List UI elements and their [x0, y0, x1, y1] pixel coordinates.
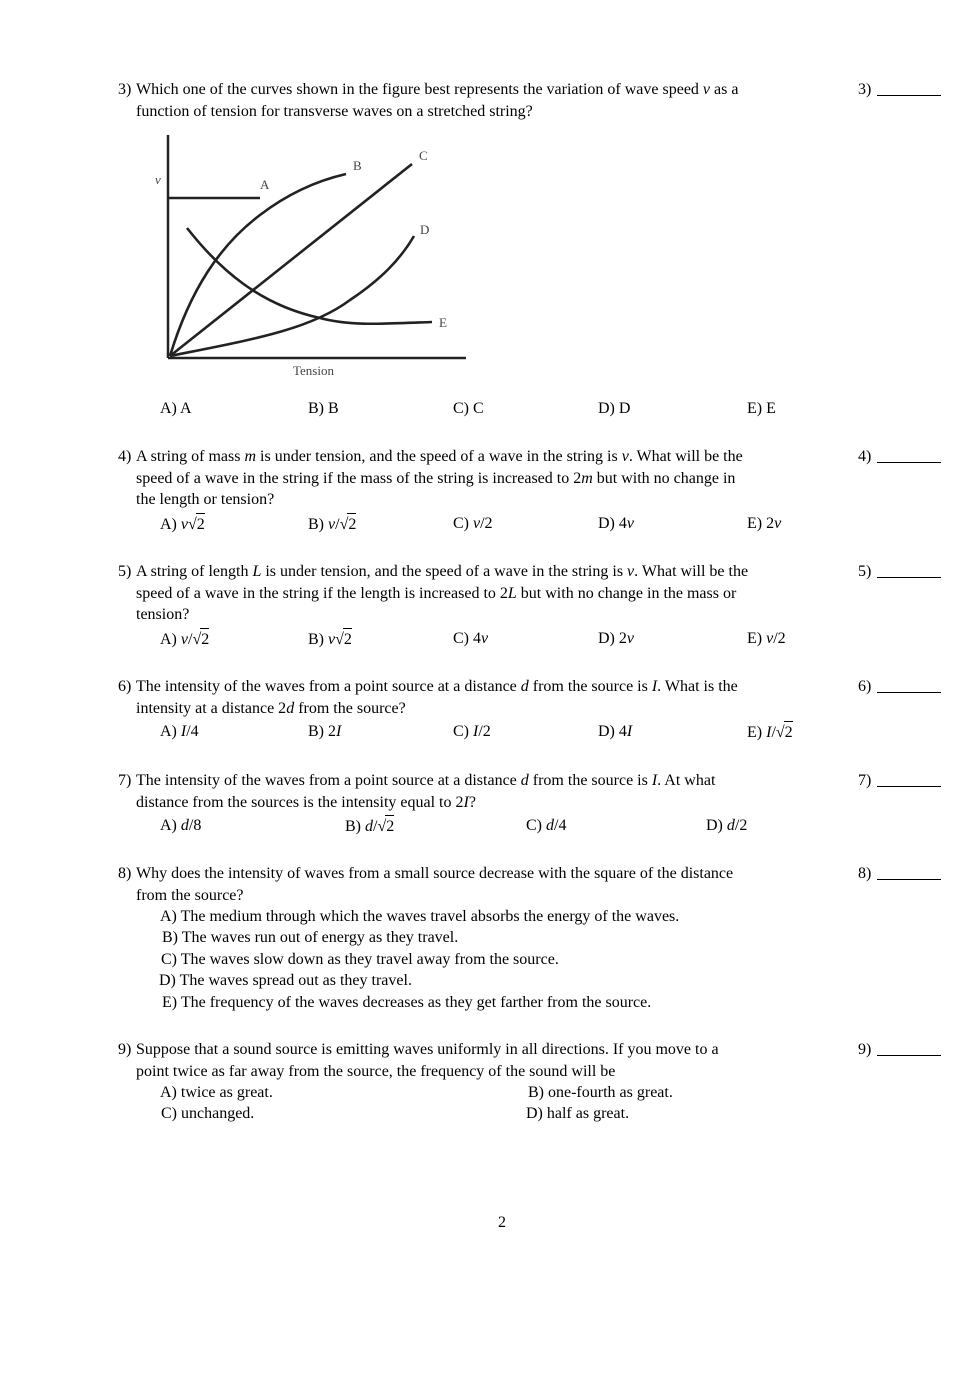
answer-blank-8[interactable]: 8) [858, 863, 941, 885]
question-5 [118, 561, 838, 626]
q5-option-a[interactable]: A) v/√2 [160, 628, 209, 651]
answer-blank-5[interactable]: 5) [858, 561, 941, 583]
question-number: 8) [118, 865, 132, 882]
q7-option-d[interactable]: D) d/2 [706, 817, 748, 834]
q9-option-d[interactable]: D) half as great. [526, 1105, 630, 1122]
question-9 [118, 1039, 838, 1082]
y-axis-label: v [155, 172, 161, 187]
question-number: 9) [118, 1041, 132, 1058]
q4-option-c[interactable]: C) v/2 [453, 515, 493, 532]
question-text: The intensity of the waves from a point source at a distance d from the source is I. What is the intensity at a distance 2d from the source? [136, 678, 738, 717]
answer-blank-9[interactable]: 9) [858, 1039, 941, 1061]
q7-option-a[interactable]: A) d/8 [160, 817, 202, 834]
q8-option-d[interactable]: D) The waves spread out as they travel. [159, 972, 412, 989]
q9-option-a[interactable]: A) twice as great. [160, 1084, 273, 1101]
question-text: Why does the intensity of waves from a small source decrease with the square of the distance from the source? [136, 865, 734, 904]
q5-option-b[interactable]: B) v√2 [308, 628, 352, 651]
q6-option-c[interactable]: C) I/2 [453, 723, 491, 740]
question-number: 4) [118, 448, 132, 465]
q7-option-b[interactable]: B) d/√2 [345, 815, 394, 838]
question-text: Suppose that a sound source is emitting waves uniformly in all directions. If you move to a point twice as far away from the source, the frequency of the sound will be [136, 1041, 719, 1080]
question-4 [118, 446, 838, 511]
q9-option-b[interactable]: B) one-fourth as great. [528, 1084, 673, 1101]
q4-option-b[interactable]: B) v/√2 [308, 513, 356, 536]
q7-option-c[interactable]: C) d/4 [526, 817, 567, 834]
answer-blank-6[interactable]: 6) [858, 676, 941, 698]
q3-option-c[interactable]: C) C [453, 400, 484, 417]
question-8 [118, 863, 838, 906]
q9-option-c[interactable]: C) unchanged. [161, 1105, 255, 1122]
x-axis-label: Tension [293, 363, 334, 378]
answer-blank-3[interactable]: 3) [858, 79, 941, 101]
curve-d [170, 236, 414, 356]
q5-option-c[interactable]: C) 4v [453, 630, 489, 647]
q8-option-b[interactable]: B) The waves run out of energy as they travel. [162, 929, 459, 946]
curve-label-c: C [419, 148, 428, 163]
q3-option-d[interactable]: D) D [598, 400, 631, 417]
q6-option-b[interactable]: B) 2I [308, 723, 342, 740]
q6-option-d[interactable]: D) 4I [598, 723, 633, 740]
page-number: 2 [498, 1214, 506, 1231]
question-6 [118, 676, 838, 719]
answer-blank-7[interactable]: 7) [858, 770, 941, 792]
wave-speed-figure [150, 130, 480, 385]
question-7 [118, 770, 838, 813]
curve-label-e: E [439, 315, 447, 330]
q4-option-a[interactable]: A) v√2 [160, 513, 205, 536]
question-text: The intensity of the waves from a point source at a distance d from the source is I. At what distance from the sources is the intensity equal to 2I? [136, 772, 716, 811]
q3-option-b[interactable]: B) B [308, 400, 339, 417]
q5-option-e[interactable]: E) v/2 [747, 630, 786, 647]
q6-option-a[interactable]: A) I/4 [160, 723, 199, 740]
answer-blank-4[interactable]: 4) [858, 446, 941, 468]
question-number: 6) [118, 678, 132, 695]
curve-b [170, 174, 346, 356]
curve-e [187, 228, 432, 324]
q4-option-d[interactable]: D) 4v [598, 515, 634, 532]
q8-option-a[interactable]: A) The medium through which the waves travel absorbs the energy of the waves. [160, 908, 680, 925]
q4-option-e[interactable]: E) 2v [747, 515, 782, 532]
q6-option-e[interactable]: E) I/√2 [747, 721, 793, 744]
curve-label-a: A [260, 177, 270, 192]
q5-option-d[interactable]: D) 2v [598, 630, 634, 647]
curve-label-d: D [420, 222, 430, 237]
q3-option-a[interactable]: A) A [160, 400, 192, 417]
q8-option-c[interactable]: C) The waves slow down as they travel away from the source. [161, 951, 559, 968]
question-3 [118, 79, 838, 122]
q3-option-e[interactable]: E) E [747, 400, 776, 417]
question-text: A string of mass m is under tension, and the speed of a wave in the string is v. What will be the speed of a wave in the string if the mass of the string is increased to 2m but with no change in the length or tension? [136, 448, 743, 508]
curve-label-b: B [353, 158, 362, 173]
q8-option-e[interactable]: E) The frequency of the waves decreases as they get farther from the source. [162, 994, 652, 1011]
question-number: 3) [118, 81, 132, 98]
question-number: 7) [118, 772, 132, 789]
question-text: A string of length L is under tension, and the speed of a wave in the string is v. What will be the speed of a wave in the string if the length is increased to 2L but with no change in the mass or tension? [136, 563, 749, 623]
question-text: Which one of the curves shown in the figure best represents the variation of wave speed v as a function of tension for transverse waves on a stretched string? [136, 81, 739, 120]
question-number: 5) [118, 563, 132, 580]
